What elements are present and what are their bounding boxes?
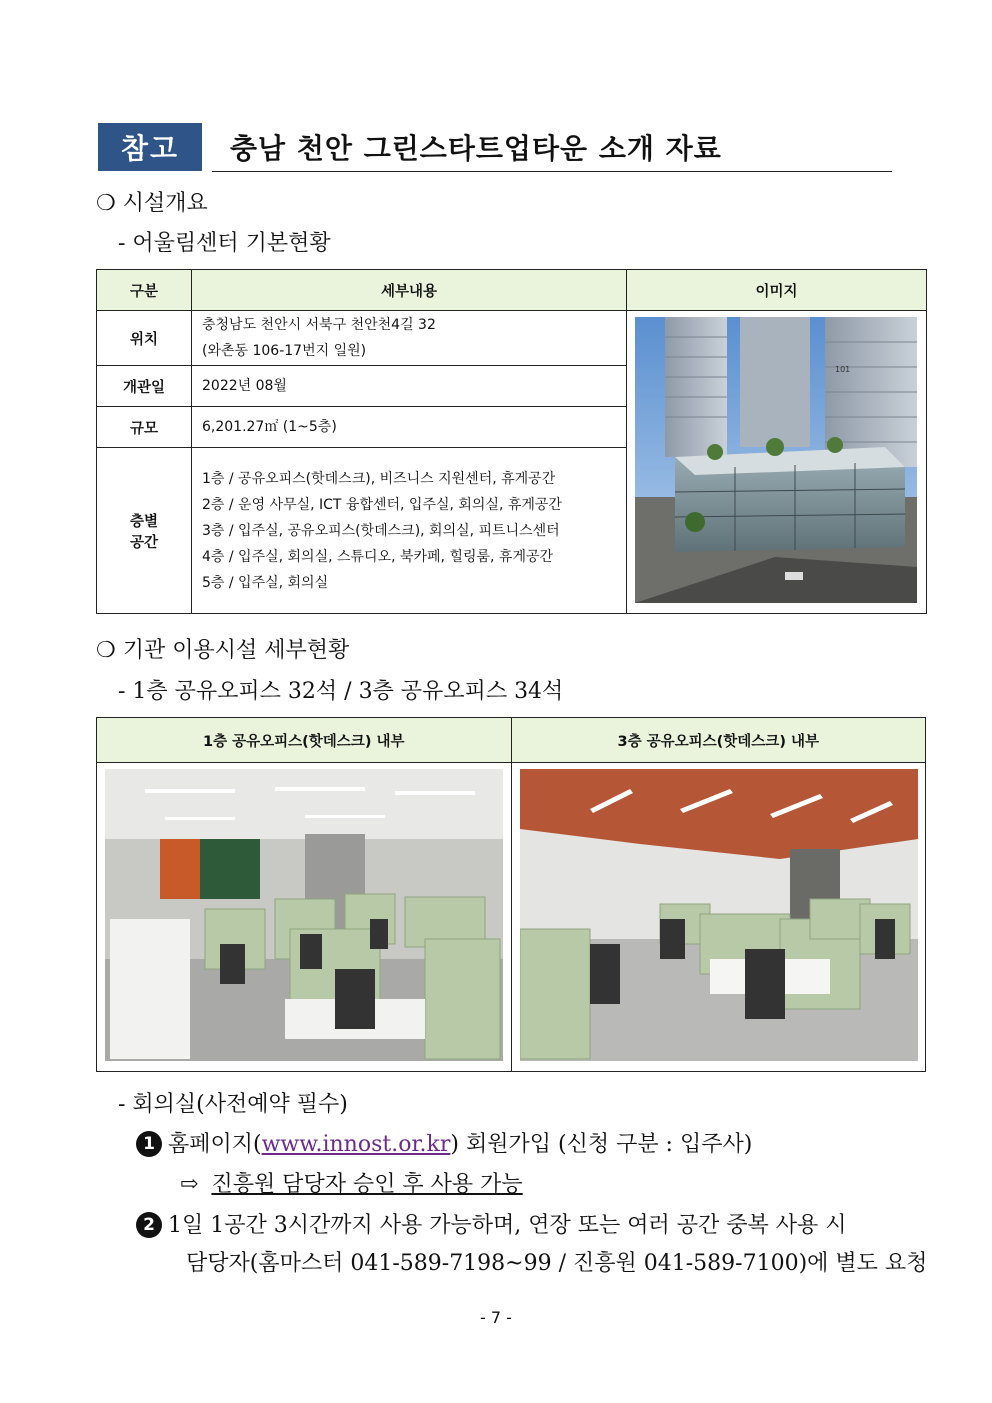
location-address: 충청남도 천안시 서북구 천안천4길 32: [202, 317, 436, 334]
scale-value: 6,201.27㎡ (1~5층): [192, 407, 627, 448]
page-number: - 7 -: [480, 1308, 512, 1327]
row-label-location: 위치: [97, 311, 192, 366]
subsection-center-status: - 어울림센터 기본현황: [118, 231, 331, 256]
building-photo: [635, 317, 917, 603]
number-1-badge: 1: [136, 1131, 162, 1157]
homepage-link[interactable]: www.innost.or.kr: [261, 1132, 451, 1157]
meeting-item-1: [136, 1127, 752, 1158]
table-header-row: [97, 718, 926, 763]
office-photos-table: [96, 717, 926, 1072]
photo-cell-3f: [511, 763, 926, 1072]
photo-header-1f: 1층 공유오피스(핫데스크) 내부: [97, 718, 512, 763]
item2-line2: 담당자(홈마스터 041-589-7198~99 / 진흥원 041-589-7100)에 별도 요청: [186, 1251, 928, 1276]
opening-value: 2022년 08월: [192, 366, 627, 407]
section-facility-details: ❍ 기관 이용시설 세부현황: [96, 638, 350, 663]
item2-line1: 1일 1공간 3시간까지 사용 가능하며, 연장 또는 여러 공간 중복 사용 시: [168, 1213, 847, 1238]
building-image-cell: [627, 311, 927, 614]
title-underline: [212, 171, 892, 172]
row-label-floors: [97, 448, 192, 614]
floor-5: 5층 / 입주실, 회의실: [202, 574, 329, 591]
page-title: 충남 천안 그린스타트업타운 소개 자료: [230, 132, 722, 165]
table-header-row: [97, 270, 927, 311]
approval-note: [180, 1167, 523, 1198]
floor-4: 4층 / 입주실, 회의실, 스튜디오, 북카페, 힐링룸, 휴게공간: [202, 548, 554, 565]
row-label-floors-line2: 공간: [129, 534, 158, 551]
subsection-shared-office: - 1층 공유오피스 32석 / 3층 공유오피스 34석: [118, 679, 564, 704]
floor-3: 3층 / 입주실, 공유오피스(핫데스크), 회의실, 피트니스센터: [202, 522, 560, 539]
arrow-icon: ⇨: [180, 1172, 199, 1197]
col-header-category: 구분: [97, 270, 192, 311]
facility-table: [96, 269, 927, 614]
table-row: [97, 763, 926, 1072]
floor-2: 2층 / 운영 사무실, ICT 융합센터, 입주실, 회의실, 휴게공간: [202, 496, 562, 513]
location-lot: (와촌동 106-17번지 일원): [202, 343, 367, 360]
row-label-floors-line1: 층별: [129, 513, 158, 530]
building-number-sign: 101: [835, 365, 851, 374]
number-2-badge: 2: [136, 1212, 162, 1238]
floor-1: 1층 / 공유오피스(핫데스크), 비즈니스 지원센터, 휴게공간: [202, 470, 556, 487]
meeting-item-2: [136, 1208, 926, 1239]
row-label-scale: 규모: [97, 407, 192, 448]
location-value: [192, 311, 627, 366]
section-facility-overview: ❍ 시설개요: [96, 191, 208, 216]
row-label-opening: 개관일: [97, 366, 192, 407]
approval-text: 진흥원 담당자 승인 후 사용 가능: [211, 1172, 523, 1197]
item1-prefix: 홈페이지(: [168, 1132, 262, 1157]
photo-cell-1f: [97, 763, 512, 1072]
meeting-room-title: - 회의실(사전예약 필수): [118, 1092, 348, 1117]
reference-tag: 참고: [98, 123, 202, 171]
table-row: [97, 311, 927, 366]
office-1f-photo: [105, 769, 503, 1061]
office-3f-photo: [520, 769, 918, 1061]
col-header-image: 이미지: [627, 270, 927, 311]
floors-value: [192, 448, 627, 614]
photo-header-3f: 3층 공유오피스(핫데스크) 내부: [511, 718, 926, 763]
item1-suffix: ) 회원가입 (신청 구분 : 입주사): [450, 1132, 753, 1157]
col-header-details: 세부내용: [192, 270, 627, 311]
